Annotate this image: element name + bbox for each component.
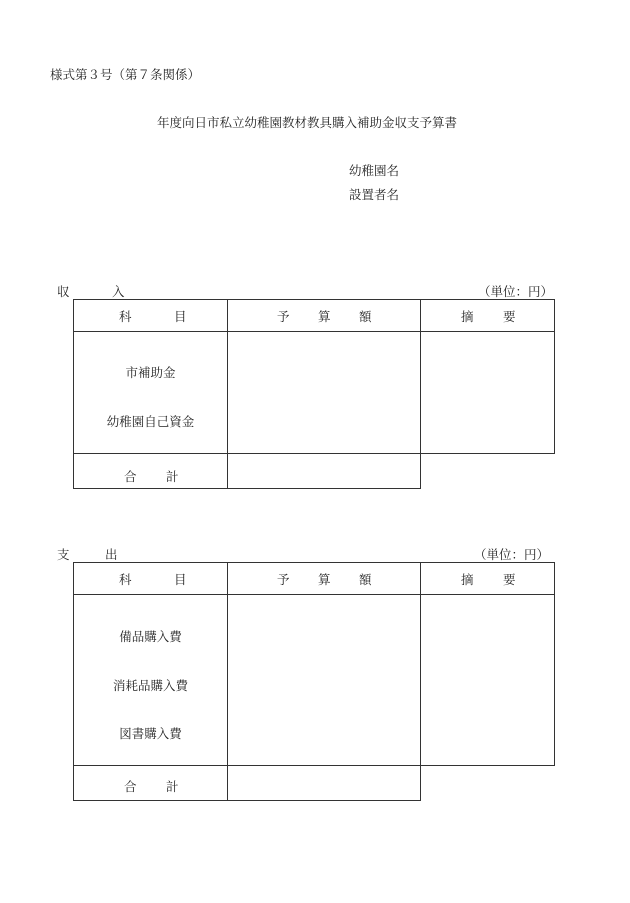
table-border — [73, 331, 555, 332]
header-budget: 算 — [318, 309, 331, 324]
kindergarten-name-label: 幼稚園名 — [349, 163, 400, 178]
table-border — [73, 765, 555, 766]
table-row-label: 消耗品購入費 — [112, 678, 188, 693]
table-row-label: 市補助金 — [125, 365, 176, 380]
expense-unit-label: （単位：円） — [474, 547, 550, 562]
income-unit-label: （単位：円） — [478, 284, 554, 299]
total-label: 計 — [166, 779, 179, 794]
header-notes: 要 — [503, 309, 516, 324]
header-budget: 額 — [359, 572, 372, 587]
table-row-label: 備品購入費 — [119, 629, 182, 644]
table-border — [73, 562, 555, 563]
income-section-label-1: 収 — [57, 284, 70, 299]
header-budget: 算 — [318, 572, 331, 587]
header-budget: 額 — [359, 309, 372, 324]
table-row-label: 図書購入費 — [119, 726, 182, 741]
table-border — [73, 800, 421, 801]
table-border — [227, 562, 228, 801]
header-item: 目 — [174, 572, 187, 587]
table-border — [554, 299, 555, 454]
header-notes: 摘 — [461, 309, 474, 324]
table-row-label: 幼稚園自己資金 — [106, 414, 195, 429]
table-border — [73, 488, 421, 489]
expense-section-label-1: 支 — [57, 547, 70, 562]
income-section-label-2: 入 — [112, 284, 125, 299]
founder-name-label: 設置者名 — [349, 187, 400, 202]
table-border — [554, 562, 555, 766]
table-border — [73, 594, 555, 595]
table-border — [73, 299, 555, 300]
document-title: 年度向日市私立幼稚園教材教具購入補助金収支予算書 — [157, 115, 458, 130]
total-label: 合 — [124, 779, 137, 794]
header-budget: 予 — [277, 572, 290, 587]
total-label: 計 — [166, 469, 179, 484]
table-border — [73, 453, 555, 454]
header-notes: 摘 — [461, 572, 474, 587]
table-border — [73, 299, 74, 489]
header-item: 科 — [119, 309, 132, 324]
header-item: 科 — [119, 572, 132, 587]
header-budget: 予 — [277, 309, 290, 324]
expense-section-label-2: 出 — [105, 547, 118, 562]
table-border — [420, 562, 421, 801]
total-label: 合 — [124, 469, 137, 484]
table-border — [227, 299, 228, 489]
table-border — [420, 299, 421, 489]
form-number: 様式第３号（第７条関係） — [50, 67, 201, 82]
header-notes: 要 — [503, 572, 516, 587]
header-item: 目 — [174, 309, 187, 324]
